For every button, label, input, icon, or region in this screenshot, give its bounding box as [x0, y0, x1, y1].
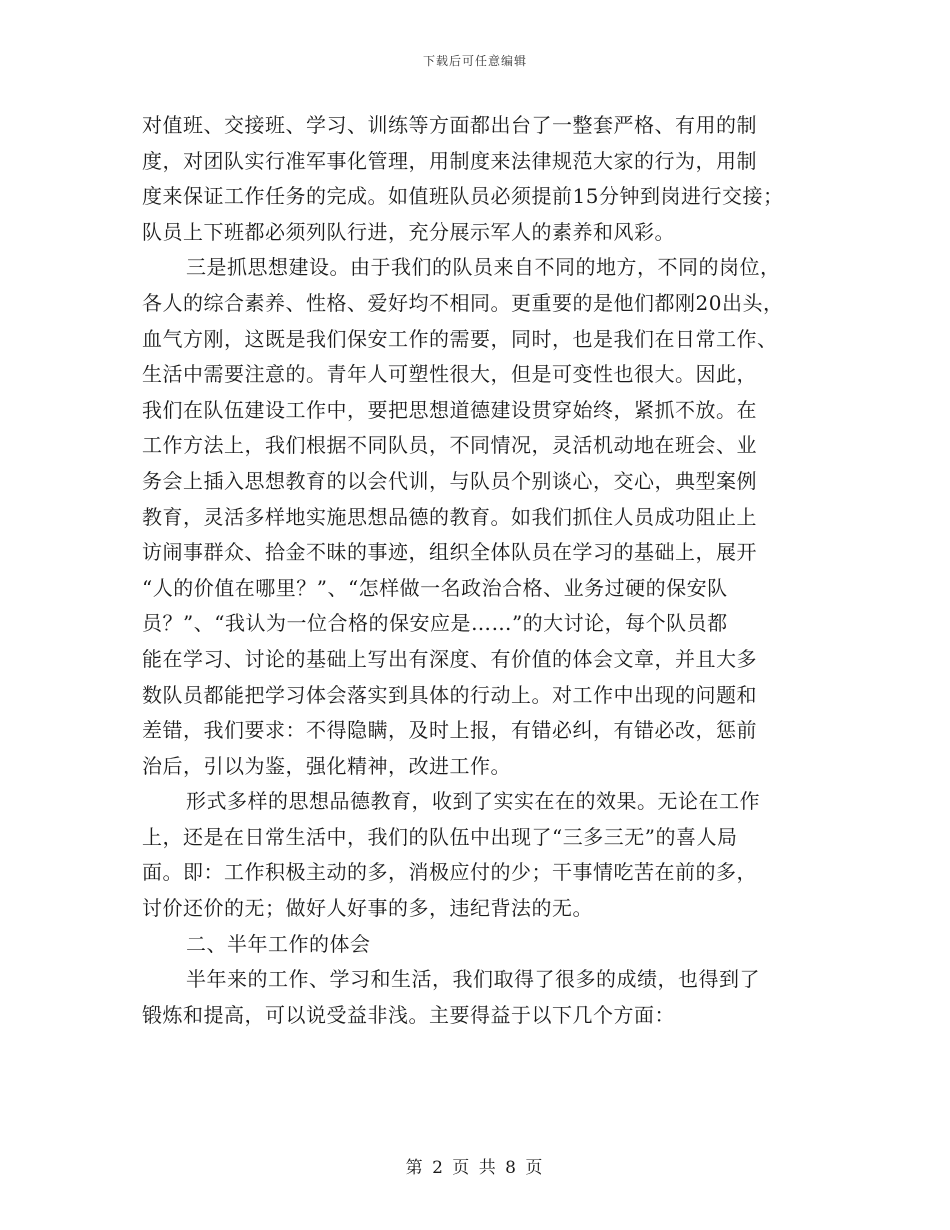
body-line: 我们在队伍建设工作中，要把思想道德建设贯穿始终，紧抓不放。在	[142, 397, 757, 422]
body-line: 度，对团队实行准军事化管理，用制度来法律规范大家的行为，用制	[142, 148, 757, 173]
body-line: 对值班、交接班、学习、训练等方面都出台了一整套严格、有用的制	[142, 113, 757, 137]
body-line: 治后，引以为鉴，强化精神，改进工作。	[142, 753, 511, 778]
page-number: 第 2 页 共 8 页	[405, 1158, 545, 1178]
paragraph-start-line: 半年来的工作、学习和生活，我们取得了很多的成绩，也得到了	[186, 967, 760, 992]
page-header-note: 下载后可任意编辑	[422, 54, 527, 68]
paragraph-start-line: 三是抓思想建设。由于我们的队员来自不同的地方，不同的岗位，	[186, 255, 781, 280]
body-line: 队员上下班都必须列队行进，充分展示军人的素养和风彩。	[142, 219, 675, 244]
body-line: 讨价还价的无；做好人好事的多，违纪背法的无。	[142, 896, 593, 921]
body-line: “人的价值在哪里？”、“怎样做一名政治合格、业务过硬的保安队	[142, 575, 728, 600]
body-line: 血气方刚，这既是我们保安工作的需要，同时，也是我们在日常工作、	[142, 326, 778, 351]
body-line: 员？”、“我认为一位合格的保安应是……”的大讨论，每个队员都	[142, 611, 728, 636]
body-line: 生活中需要注意的。青年人可塑性很大，但是可变性也很大。因此，	[142, 362, 757, 387]
body-line: 工作方法上，我们根据不同队员，不同情况，灵活机动地在班会、业	[142, 433, 757, 458]
document-body	[142, 108, 812, 1033]
body-line: 上，还是在日常生活中，我们的队伍中出现了“三多三无”的喜人局	[142, 824, 738, 849]
body-line: 数队员都能把学习体会落实到具体的行动上。对工作中出现的问题和	[142, 682, 757, 707]
body-line: 各人的综合素养、性格、爱好均不相同。更重要的是他们都刚20出头，	[142, 290, 784, 315]
body-line: 能在学习、讨论的基础上写出有深度、有价值的体会文章，并且大多	[142, 646, 757, 671]
body-line: 面。即：工作积极主动的多，消极应付的少；干事情吃苦在前的多，	[142, 860, 757, 885]
paragraph-start-line: 形式多样的思想品德教育，收到了实实在在的效果。无论在工作	[186, 789, 760, 814]
body-line: 锻炼和提高，可以说受益非浅。主要得益于以下几个方面：	[142, 1002, 675, 1027]
body-line: 差错，我们要求：不得隐瞒，及时上报，有错必纠，有错必改，惩前	[142, 718, 757, 743]
body-line: 度来保证工作任务的完成。如值班队员必须提前15分钟到岗进行交接；	[142, 184, 784, 209]
body-line: 教育，灵活多样地实施思想品德的教育。如我们抓住人员成功阻止上	[142, 504, 757, 529]
section-heading: 二、半年工作的体会	[186, 931, 371, 956]
body-line: 访闹事群众、拾金不昧的事迹，组织全体队员在学习的基础上，展开	[142, 540, 757, 565]
body-line: 务会上插入思想教育的以会代训，与队员个别谈心，交心，典型案例	[142, 468, 757, 493]
